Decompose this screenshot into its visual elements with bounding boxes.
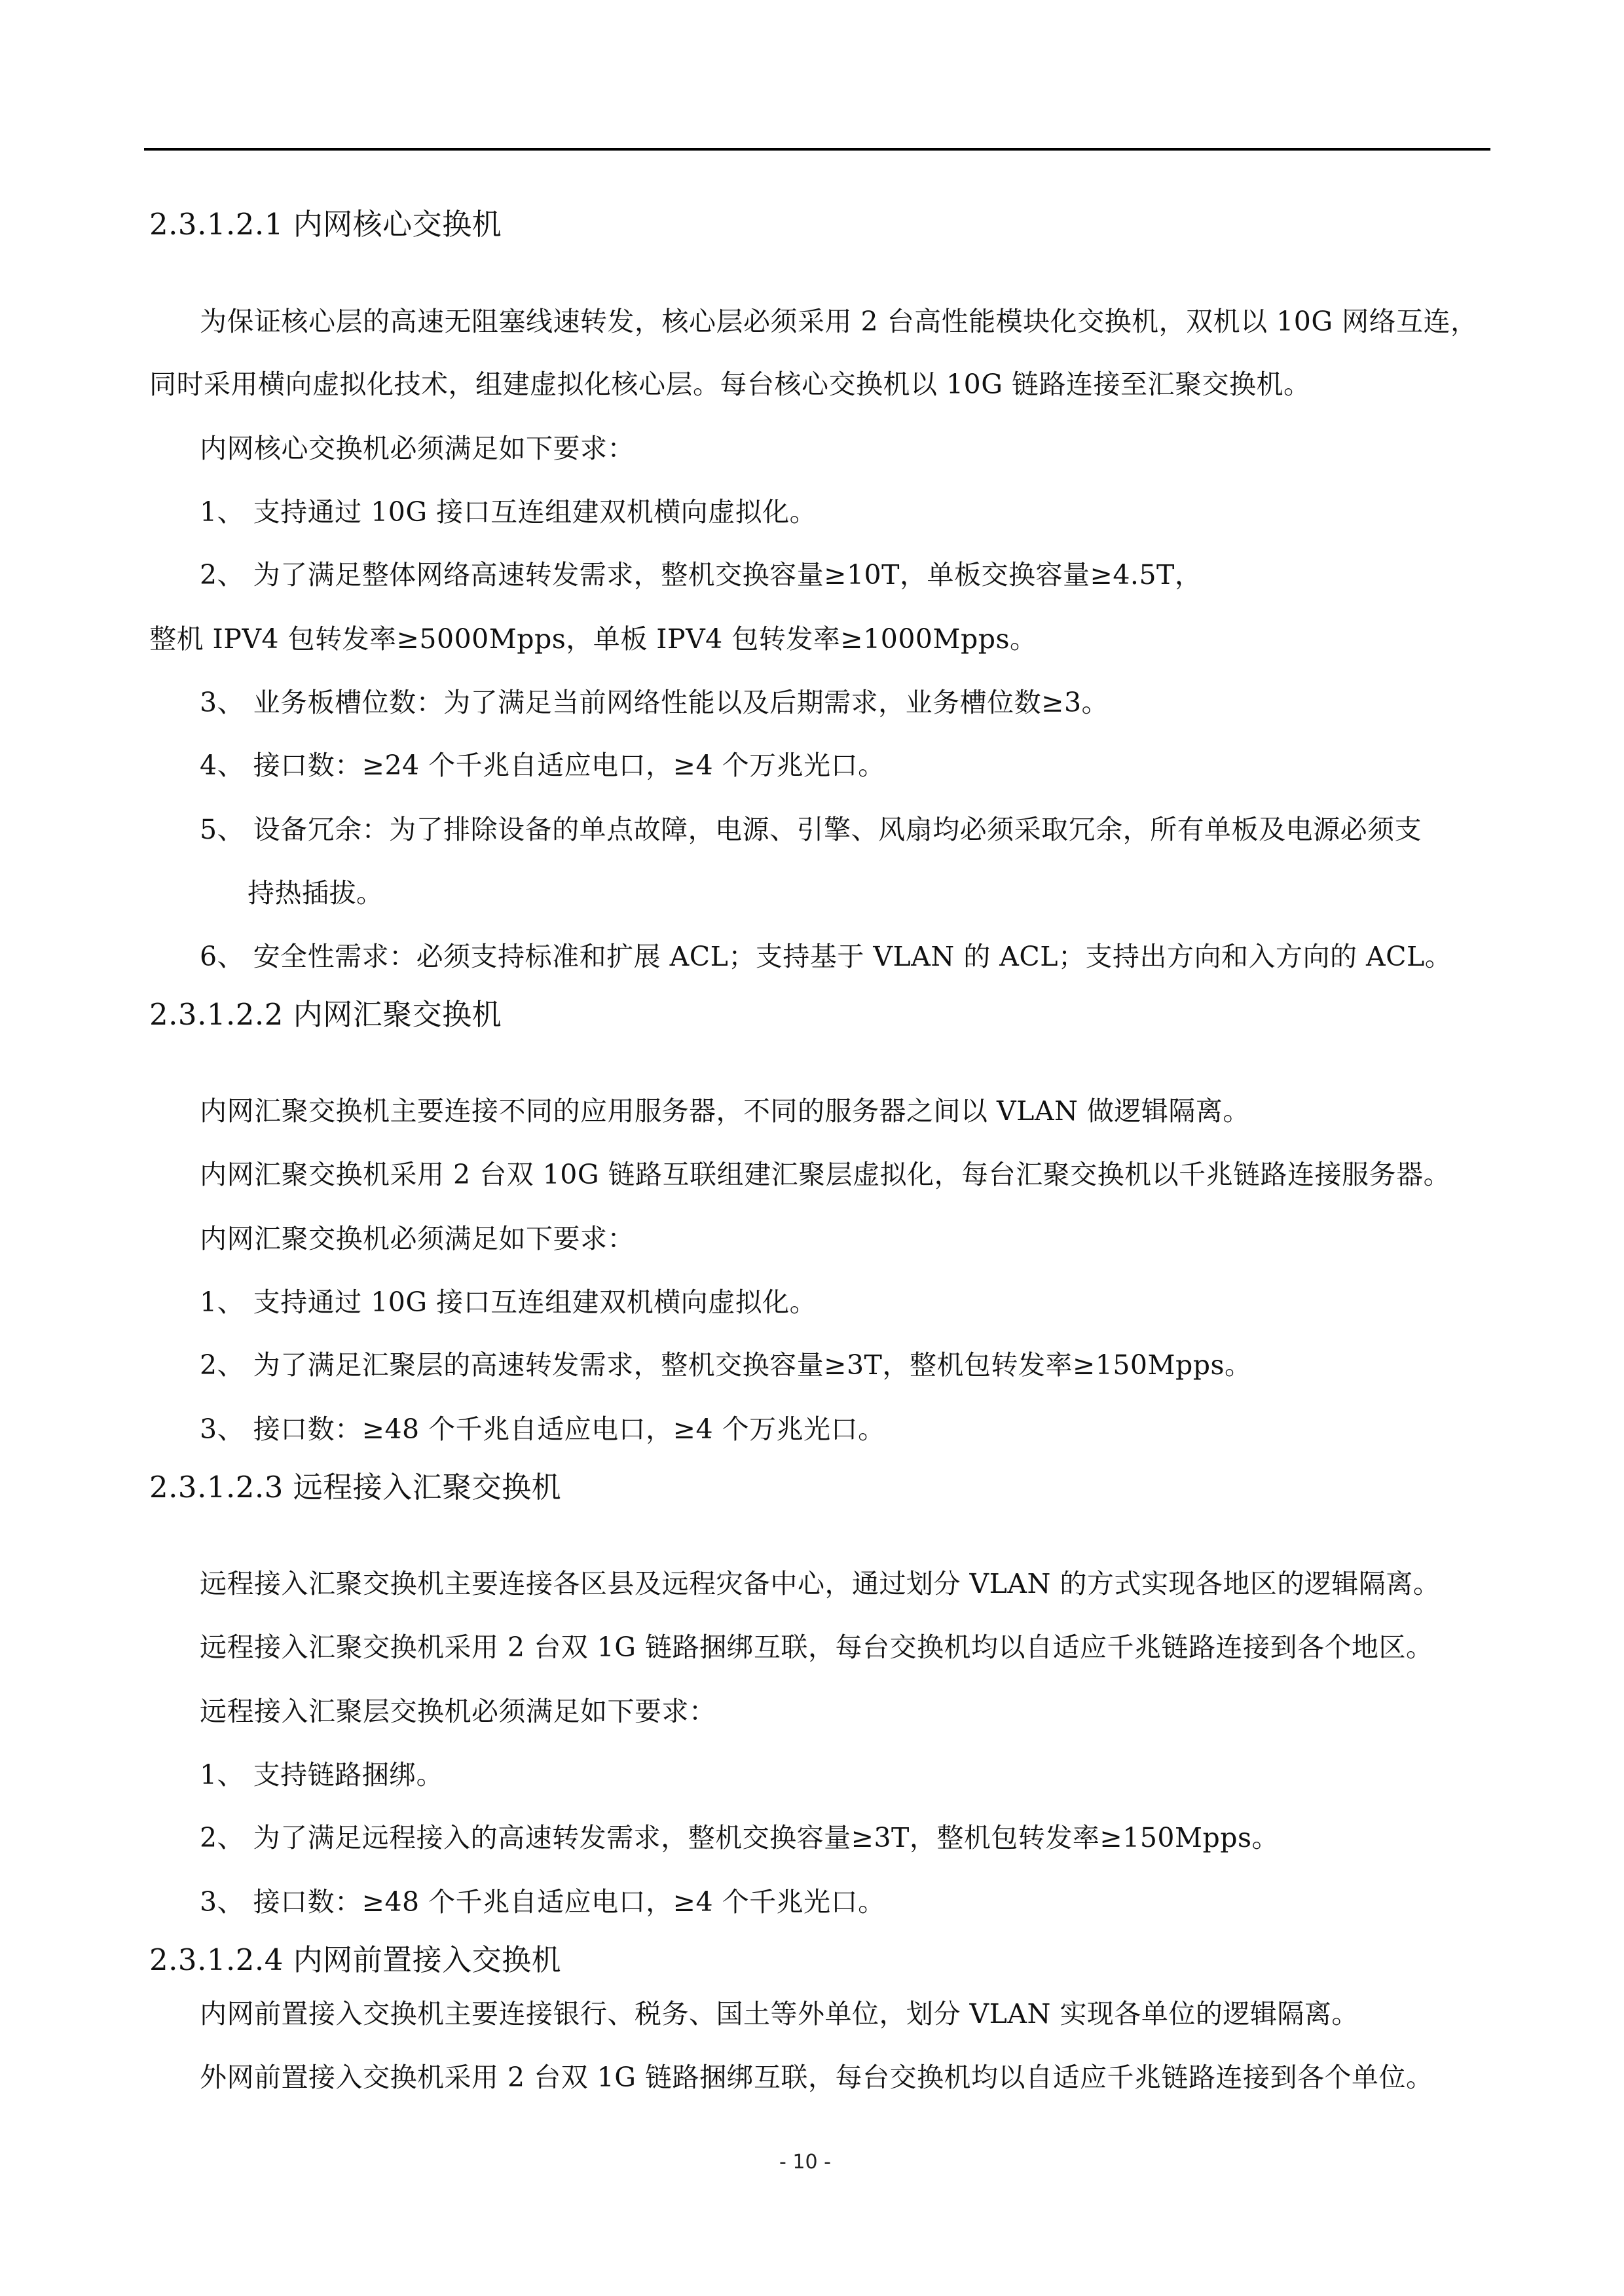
paragraph: 远程接入汇聚交换机主要连接各区县及远程灾备中心，通过划分 VLAN 的方式实现各地区的逻辑隔离。: [200, 1568, 1441, 1599]
list-item: 3、 业务板槽位数：为了满足当前网络性能以及后期需求，业务槽位数≥3。: [200, 687, 1109, 718]
page-number: - 10 -: [779, 2151, 831, 2174]
list-item: 1、 支持通过 10G 接口互连组建双机横向虚拟化。: [200, 1286, 817, 1318]
section-heading: 2.3.1.2.4 内网前置接入交换机: [149, 1942, 562, 1977]
section-heading: 2.3.1.2.1 内网核心交换机: [149, 207, 502, 242]
section-heading: 2.3.1.2.3 远程接入汇聚交换机: [149, 1470, 562, 1504]
paragraph: 内网汇聚交换机采用 2 台双 10G 链路互联组建汇聚层虚拟化，每台汇聚交换机以千兆链路连接服务器。: [200, 1159, 1451, 1190]
list-item: 3、 接口数：≥48 个千兆自适应电口，≥4 个千兆光口。: [200, 1886, 885, 1918]
list-item: 6、 安全性需求：必须支持标准和扩展 ACL；支持基于 VLAN 的 ACL；支持出方向和入方向的 ACL。: [200, 941, 1452, 972]
paragraph: 内网汇聚交换机主要连接不同的应用服务器，不同的服务器之间以 VLAN 做逻辑隔离。: [200, 1095, 1250, 1127]
list-item: 2、 为了满足整体网络高速转发需求，整机交换容量≥10T，单板交换容量≥4.5T，: [200, 559, 1202, 591]
list-item: 4、 接口数：≥24 个千兆自适应电口，≥4 个万兆光口。: [200, 750, 885, 781]
list-item: 1、 支持链路捆绑。: [200, 1759, 444, 1791]
header-rule: [144, 148, 1490, 151]
paragraph: 远程接入汇聚层交换机必须满足如下要求：: [200, 1696, 716, 1727]
list-item: 3、 接口数：≥48 个千兆自适应电口，≥4 个万兆光口。: [200, 1413, 885, 1445]
paragraph: 内网前置接入交换机主要连接银行、税务、国土等外单位，划分 VLAN 实现各单位的逻辑隔离。: [200, 1998, 1359, 2030]
list-item: 1、 支持通过 10G 接口互连组建双机横向虚拟化。: [200, 496, 817, 528]
paragraph: 内网汇聚交换机必须满足如下要求：: [200, 1223, 635, 1254]
paragraph-line: 为保证核心层的高速无阻塞线速转发，核心层必须采用 2 台高性能模块化交换机，双机以 10G 网络互连，: [200, 306, 1478, 337]
paragraph-line: 同时采用横向虚拟化技术，组建虚拟化核心层。每台核心交换机以 10G 链路连接至汇聚交换机。: [149, 369, 1311, 400]
paragraph: 远程接入汇聚交换机采用 2 台双 1G 链路捆绑互联，每台交换机均以自适应千兆链路连接到各个地区。: [200, 1631, 1433, 1663]
list-item-continuation: 整机 IPV4 包转发率≥5000Mpps，单板 IPV4 包转发率≥1000Mpps。: [149, 623, 1037, 655]
list-item: 2、 为了满足远程接入的高速转发需求，整机交换容量≥3T，整机包转发率≥150Mpps。: [200, 1822, 1280, 1853]
section-heading: 2.3.1.2.2 内网汇聚交换机: [149, 997, 502, 1032]
list-item: 5、 设备冗余：为了排除设备的单点故障，电源、引擎、风扇均必须采取冗余，所有单板及电源必须支: [200, 814, 1422, 845]
list-item-continuation: 持热插拔。: [248, 877, 384, 909]
list-item: 2、 为了满足汇聚层的高速转发需求，整机交换容量≥3T，整机包转发率≥150Mpps。: [200, 1349, 1252, 1381]
paragraph: 外网前置接入交换机采用 2 台双 1G 链路捆绑互联，每台交换机均以自适应千兆链路连接到各个单位。: [200, 2062, 1433, 2093]
paragraph: 内网核心交换机必须满足如下要求：: [200, 433, 635, 464]
